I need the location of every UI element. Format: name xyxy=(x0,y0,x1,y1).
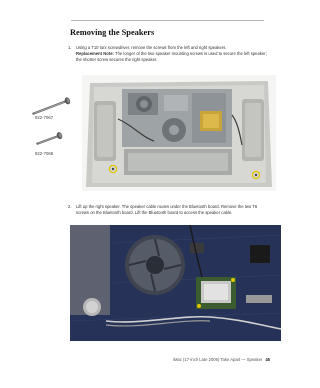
step-number: 2. xyxy=(68,204,72,209)
step-1 xyxy=(68,45,268,69)
page-footer xyxy=(70,357,270,362)
step-2 xyxy=(68,204,268,220)
top-rule xyxy=(71,20,264,21)
section-title: Removing the Speakers xyxy=(70,28,155,37)
imac-interior-photo xyxy=(82,75,276,191)
note-text: The longer of the two speaker mounting screws is used to secure the left speaker; the shorter screw secures the right speaker. xyxy=(76,51,267,63)
step-body xyxy=(76,45,268,64)
page-number: 45 xyxy=(265,357,270,362)
long-screw-image xyxy=(32,96,71,115)
bluetooth-board-photo xyxy=(70,225,281,341)
short-screw-image xyxy=(36,131,63,145)
footer-text: iMac (17-inch Late 2006) Take Apart — Speaker xyxy=(173,357,263,362)
note-label: Replacement Note: xyxy=(76,51,114,57)
step-body xyxy=(76,204,268,216)
screw-part-number: 922-7068 xyxy=(35,151,54,156)
replacement-note xyxy=(76,51,268,63)
step-text: Lift up the right speaker. The speaker cable routes under the Bluetooth board. Remove the two T6 screws on the Bluetooth board. Lift the Bluetooth board to access the speaker cable. xyxy=(76,204,258,216)
step-text: Using a T10 torx screwdriver, remove the screws from the left and right speakers. xyxy=(76,45,227,50)
screw-part-number: 922-7067 xyxy=(35,115,54,120)
step-number: 1. xyxy=(68,45,72,50)
